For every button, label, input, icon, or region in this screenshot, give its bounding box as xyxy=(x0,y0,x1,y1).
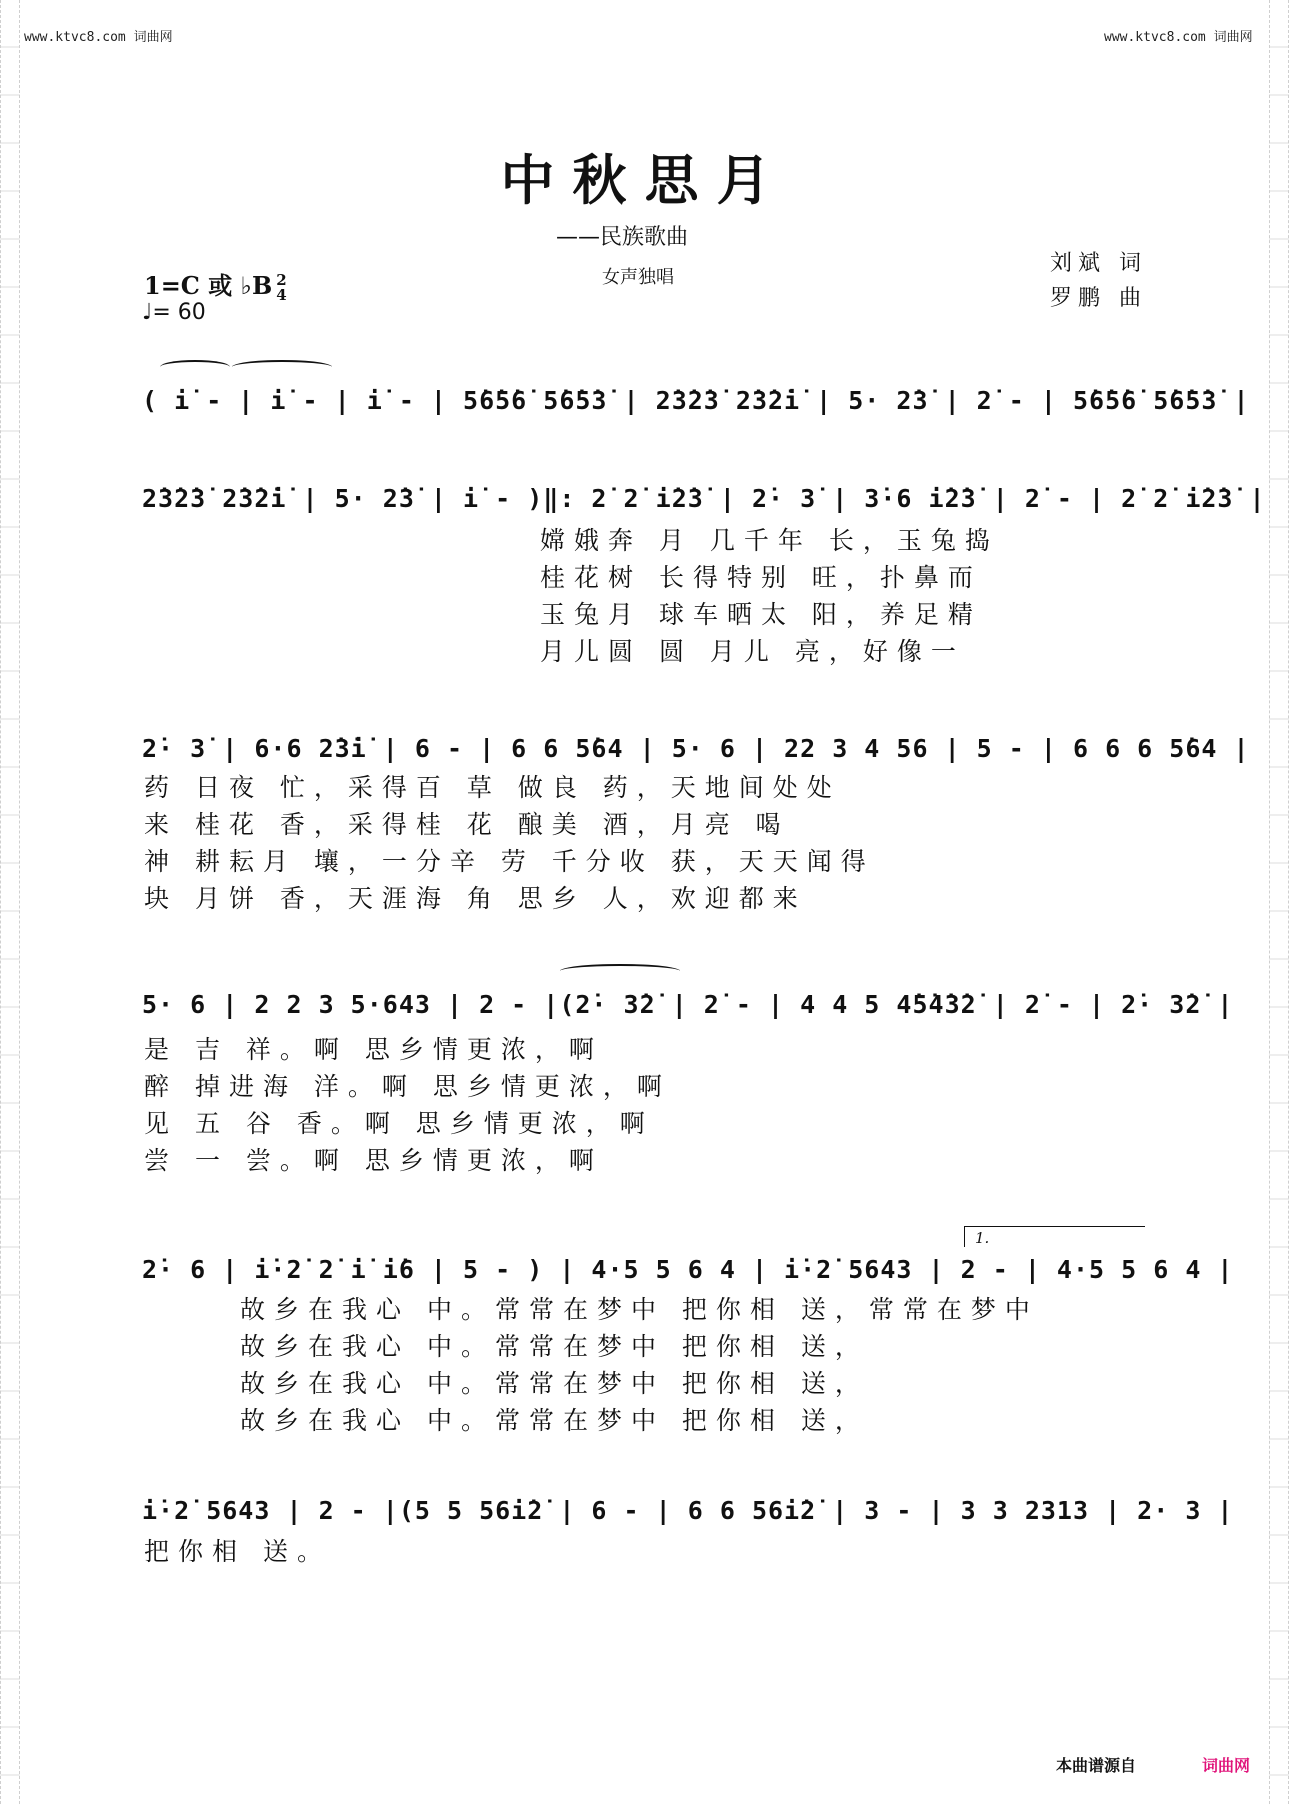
lyric-verse-4: 故乡在我心 中。常常在梦中 把你相 送， xyxy=(240,1406,869,1435)
lyric-verse-3: 神 耕耘月 壤，一分辛 劳 千分收 获，天天闻得 xyxy=(144,847,875,876)
composer-credit: 罗鹏 曲 xyxy=(1050,286,1147,311)
lyric-verse-2: 桂花树 长得特别 旺，扑鼻而 xyxy=(540,563,982,592)
lyric-verse-1: 是 吉 祥。啊 思乡情更浓，啊 xyxy=(144,1035,603,1064)
lyric-verse-2: 故乡在我心 中。常常在梦中 把你相 送， xyxy=(240,1332,869,1361)
lyric-verse-4: 尝 一 尝。啊 思乡情更浓，啊 xyxy=(144,1146,603,1175)
time-top: 2 xyxy=(276,270,287,289)
lyric-verse-3: 见 五 谷 香。啊 思乡情更浓，啊 xyxy=(144,1109,654,1138)
staff-line-3-notes: 2̇· 3̇ | 6·6 2̇3̇i̇ | 6 - | 6 6 5̇64 | 5· 6 | 22 3 4 56 | 5 - | 6 6 6 5̇64 | xyxy=(142,734,1250,763)
brand-logo-text[interactable]: 词曲网 xyxy=(1202,1756,1251,1775)
tie-arc xyxy=(232,360,332,374)
source-label: 本曲谱源自 xyxy=(1056,1756,1137,1775)
lyric-verse-1: 故乡在我心 中。常常在梦中 把你相 送，常常在梦中 xyxy=(240,1295,1039,1324)
tempo-marking: ♩= 60 xyxy=(142,300,206,325)
staff-line-1-notes: ( i̇ - | i̇ - | i̇ - | 5̇6̇5̇6̇ 5̇6̇5̇3̇ | 2̇3̇2̇3̇ 2̇3̇2̇i̇ | 5· 2̇3̇ | 2̇ - | 5̇6̇5̇6̇ 5̇6̇5̇3̇ | xyxy=(142,386,1250,415)
song-subtitle: ——民族歌曲 xyxy=(556,225,689,250)
lyric-verse-4: 月儿圆 圆 月儿 亮，好像一 xyxy=(540,637,965,666)
lyric-verse-1: 把你相 送。 xyxy=(144,1537,331,1566)
staff-line-5-notes: 2̇· 6 | i̇·2̇ 2̇ i̇ i̇6 | 5 - ) | 4·5 5 6 4 | i̇·2̇ 5643 | 2 - | 4·5 5 6 4 | xyxy=(142,1255,1234,1284)
volta-number: 1. xyxy=(975,1229,990,1247)
site-header-left: www.ktvc8.com 词曲网 xyxy=(24,30,173,45)
song-title: 中秋思月 xyxy=(500,148,789,212)
lyric-verse-3: 玉兔月 球车晒太 阳，养足精 xyxy=(540,600,982,629)
time-bottom: 4 xyxy=(276,285,287,304)
tie-arc xyxy=(160,360,230,374)
right-side-strip xyxy=(1269,0,1289,1804)
key-signature xyxy=(144,266,287,303)
staff-line-6-notes: i̇·2̇ 5643 | 2 - |(5 5 56i̇2̇ | 6 - | 6 6 56i̇2̇ | 3 - | 3 3 2313 | 2· 3 | xyxy=(142,1496,1234,1525)
lyric-verse-4: 块 月饼 香，天涯海 角 思乡 人，欢迎都来 xyxy=(144,884,807,913)
staff-line-4-notes: 5· 6 | 2 2 3 5·643 | 2 - |(2̇· 3̇2̇ | 2̇ - | 4 4 5 4̇5̇4̇3̇2̇ | 2̇ - | 2̇· 3̇2̇ | xyxy=(142,990,1234,1019)
key-text: 1=C 或 ♭B xyxy=(144,271,273,300)
staff-line-2-notes: 2̇3̇2̇3̇ 2̇3̇2̇i̇ | 5· 2̇3̇ | i̇ - )‖: 2̇ 2̇ i̇2̇3̇ | 2̇· 3̇ | 3̇·6 i̇2̇3̇ | 2̇ - | 2̇ 2̇ i̇2̇3̇ | xyxy=(142,484,1266,513)
lyric-verse-2: 来 桂花 香，采得桂 花 酿美 酒，月亮 喝 xyxy=(144,810,790,839)
lyric-verse-1: 药 日夜 忙，采得百 草 做良 药，天地间处处 xyxy=(144,773,841,802)
tie-arc xyxy=(560,964,680,978)
voice-type: 女声独唱 xyxy=(602,267,674,288)
site-header-right: www.ktvc8.com 词曲网 xyxy=(1104,30,1253,45)
left-side-strip xyxy=(0,0,20,1804)
volta-bracket xyxy=(964,1226,1145,1247)
lyric-verse-2: 醉 掉进海 洋。啊 思乡情更浓，啊 xyxy=(144,1072,671,1101)
lyric-verse-1: 嫦娥奔 月 几千年 长，玉兔捣 xyxy=(540,526,999,555)
lyric-verse-3: 故乡在我心 中。常常在梦中 把你相 送， xyxy=(240,1369,869,1398)
lyricist-credit: 刘斌 词 xyxy=(1050,251,1147,276)
time-signature xyxy=(276,270,287,304)
